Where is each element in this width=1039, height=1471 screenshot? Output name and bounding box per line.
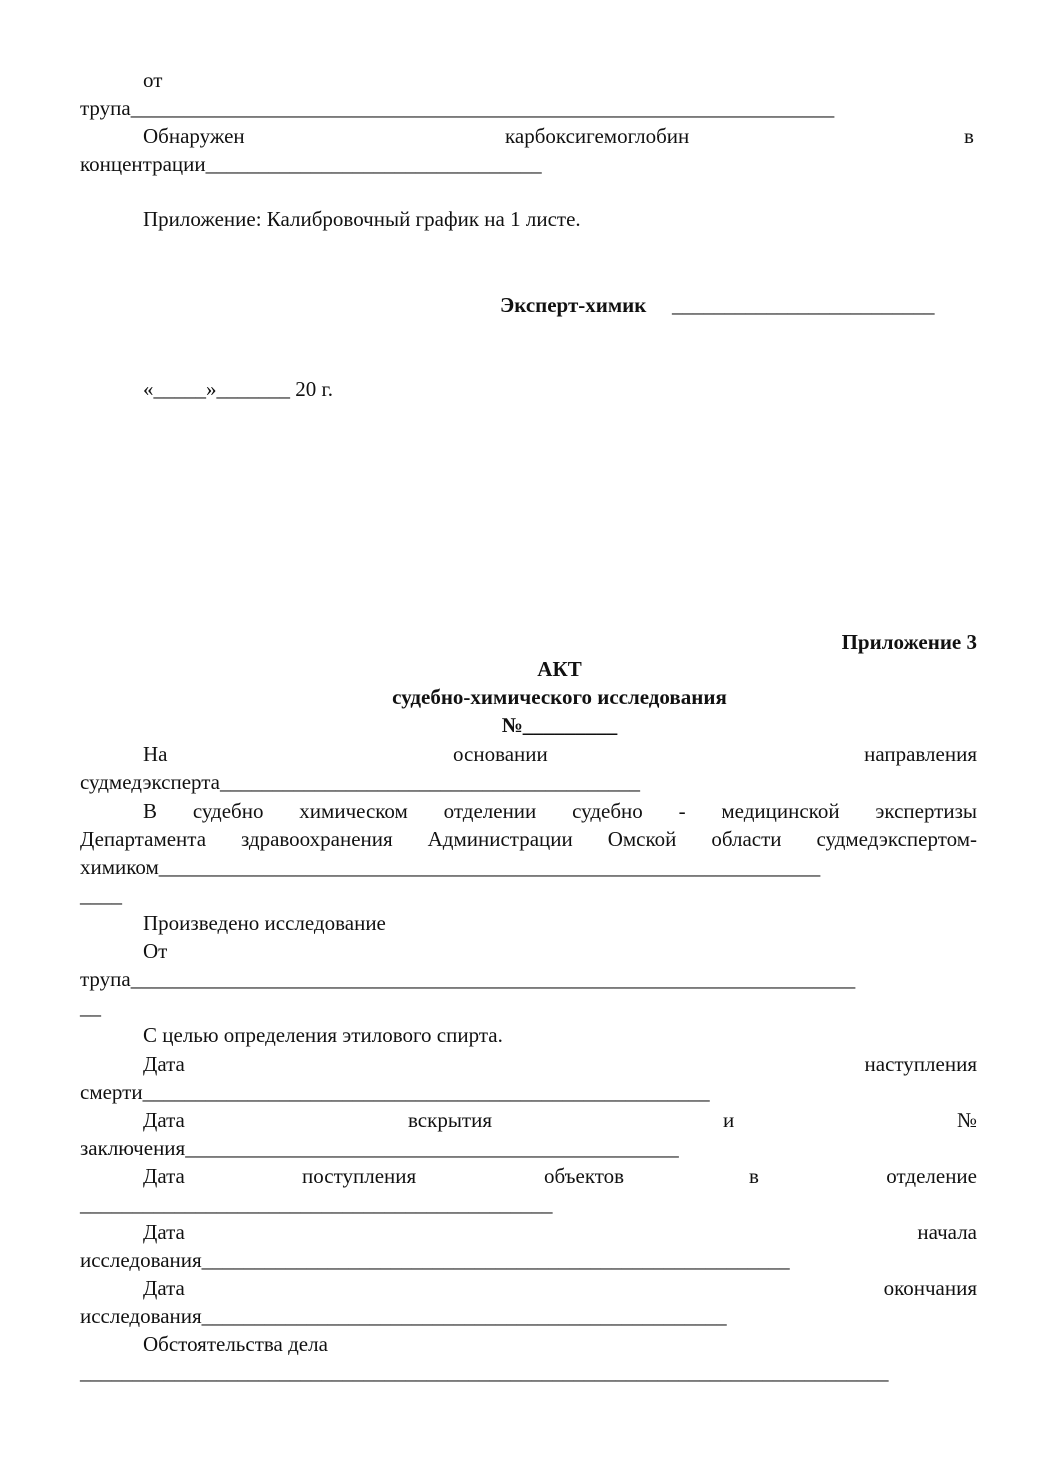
text-na: На: [143, 742, 168, 766]
text-trupa-line: трупа___________________________________________________________________: [80, 96, 835, 120]
text-concentration-line: концентрации________________________________: [80, 152, 542, 176]
text-napravleniya: направления: [864, 742, 977, 766]
text-sudmedexpert-line: судмедэксперта________________________________________: [80, 770, 640, 794]
text-date-line: «_____»_______ 20 г.: [143, 377, 333, 401]
text-and: и: [723, 1108, 735, 1132]
text-circumstances: Обстоятельства дела: [143, 1332, 328, 1356]
text-start-line: исследования________________________________________________________: [80, 1248, 790, 1272]
text-receipt: поступления: [302, 1164, 417, 1188]
text-department-1: В судебно химическом отделении судебно - медицинской экспертизы: [143, 799, 977, 823]
text-end-date: Дата: [143, 1276, 185, 1300]
text-in: в: [749, 1164, 759, 1188]
text-autopsy: вскрытия: [408, 1108, 492, 1132]
expert-signature-line: _________________________: [672, 293, 935, 317]
text-osnovanii: основании: [453, 742, 548, 766]
text-corpse-line: трупа_____________________________________________________________________: [80, 967, 856, 991]
text-death-line: смерти______________________________________________________: [80, 1080, 710, 1104]
text-conclusion-line: заключения_______________________________________________: [80, 1136, 679, 1160]
text-circumstances-line: _____________________________________________________________________________: [80, 1360, 889, 1384]
text-chemist-line: химиком_______________________________________________________________: [80, 855, 821, 879]
text-expert-chemist: Эксперт-химик: [500, 293, 647, 317]
text-purpose: С целью определения этилового спирта.: [143, 1023, 503, 1047]
text-v: в: [964, 124, 974, 148]
text-from: От: [143, 939, 168, 963]
text-objects: объектов: [544, 1164, 625, 1188]
act-subtitle: судебно-химического исследования: [392, 685, 727, 709]
text-found: Обнаружен: [143, 124, 245, 148]
text-research: Произведено исследование: [143, 911, 386, 935]
text-ot: от: [143, 68, 163, 92]
text-death-date: Дата: [143, 1052, 185, 1076]
appendix-heading: Приложение 3: [841, 630, 977, 654]
text-start-date: Дата: [143, 1220, 185, 1244]
text-chemist-line-cont: ____: [80, 883, 122, 907]
text-corpse-line-cont: __: [80, 995, 101, 1019]
text-receipt-line: _____________________________________________: [80, 1192, 553, 1216]
text-department: отделение: [886, 1164, 977, 1188]
text-department-2: Департамента здравоохранения Администрации Омской области судмедэкспертом-: [80, 827, 977, 851]
text-attachment: Приложение: Калибровочный график на 1 листе.: [143, 207, 581, 231]
text-start: начала: [917, 1220, 977, 1244]
text-receipt-date: Дата: [143, 1164, 185, 1188]
text-autopsy-date: Дата: [143, 1108, 185, 1132]
text-end-line: исследования__________________________________________________: [80, 1304, 727, 1328]
text-carboxyhemoglobin: карбоксигемоглобин: [505, 124, 690, 148]
text-end: окончания: [883, 1276, 977, 1300]
text-number-sign: №: [956, 1108, 977, 1132]
act-title: АКТ: [537, 657, 582, 681]
act-number: №_________: [501, 713, 618, 737]
text-death-onset: наступления: [864, 1052, 977, 1076]
